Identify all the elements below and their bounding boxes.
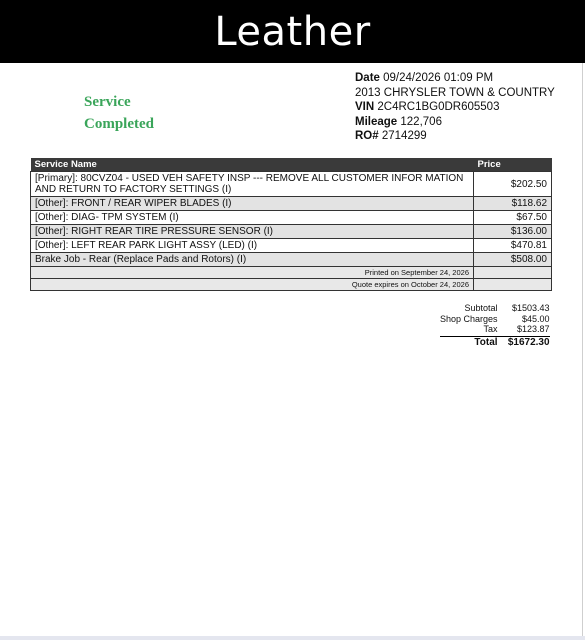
tax-row <box>440 324 550 335</box>
price-cell: $202.50 <box>474 172 552 197</box>
total-value: $1672.30 <box>507 336 550 348</box>
shop-charges-row <box>440 314 550 325</box>
expires-blank-cell <box>474 279 552 291</box>
mileage-line <box>355 115 555 130</box>
price-header: Price <box>474 158 552 172</box>
price-cell: $136.00 <box>474 225 552 239</box>
price-cell: $470.81 <box>474 239 552 253</box>
table-row <box>31 197 552 211</box>
date-label: Date <box>355 72 380 84</box>
printed-date: Printed on September 24, 2026 <box>31 267 474 279</box>
vehicle-model: 2013 CHRYSLER TOWN & COUNTRY <box>355 86 555 99</box>
quote-expiry: Quote expires on October 24, 2026 <box>31 279 474 291</box>
service-status <box>84 91 154 135</box>
vin-value: 2C4RC1BG0DR605503 <box>377 101 500 113</box>
service-name-cell: [Other]: LEFT REAR PARK LIGHT ASSY (LED) (I) <box>31 239 474 253</box>
service-name-cell: [Other]: RIGHT REAR TIRE PRESSURE SENSOR (I) <box>31 225 474 239</box>
table-header-row <box>31 158 552 172</box>
table-row <box>31 211 552 225</box>
expires-row <box>31 279 552 291</box>
mileage-value: 122,706 <box>400 115 442 128</box>
shop-charges-label: Shop Charges <box>440 313 498 324</box>
price-cell: $118.62 <box>474 197 552 211</box>
vin-line <box>355 100 555 115</box>
title-banner <box>0 0 585 63</box>
table-row <box>31 239 552 253</box>
table-row <box>31 253 552 267</box>
status-line-1: Service <box>84 94 131 110</box>
mileage-label: Mileage <box>355 115 398 128</box>
status-line-2: Completed <box>84 116 154 132</box>
service-name-header: Service Name <box>31 158 474 172</box>
price-cell: $508.00 <box>474 253 552 267</box>
ro-line <box>355 129 555 144</box>
vin-label: VIN <box>355 101 375 113</box>
service-table <box>30 158 552 291</box>
invoice-document <box>0 63 583 638</box>
service-name-cell: [Primary]: 80CVZ04 - USED VEH SAFETY INSP --- REMOVE ALL CUSTOMER INFOR MATION AND RETURN TO FACTORY SETTINGS (I) <box>31 172 474 197</box>
service-name-cell: Brake Job - Rear (Replace Pads and Rotors) (I) <box>31 253 474 267</box>
service-name-cell: [Other]: FRONT / REAR WIPER BLADES (I) <box>31 197 474 211</box>
price-cell: $67.50 <box>474 211 552 225</box>
ro-label: RO# <box>355 130 379 142</box>
vehicle-info <box>355 71 555 144</box>
service-name-cell: [Other]: DIAG- TPM SYSTEM (I) <box>31 211 474 225</box>
table-row <box>31 225 552 239</box>
total-label: Total <box>474 336 498 348</box>
tax-value: $123.87 <box>517 324 550 334</box>
printed-blank-cell <box>474 267 552 279</box>
subtotal-row <box>440 303 550 314</box>
tax-label: Tax <box>483 324 498 334</box>
date-line <box>355 71 555 86</box>
shop-charges-value: $45.00 <box>522 313 550 324</box>
totals-block <box>440 303 550 349</box>
subtotal-label: Subtotal <box>464 303 498 313</box>
table-row <box>31 172 552 197</box>
banner-title: Leather <box>214 8 371 55</box>
printed-row <box>31 267 552 279</box>
date-value: 09/24/2026 01:09 PM <box>383 72 494 84</box>
subtotal-value: $1503.43 <box>512 303 550 313</box>
bottom-strip <box>0 636 585 640</box>
total-row <box>440 336 550 349</box>
ro-value: 2714299 <box>381 130 427 142</box>
